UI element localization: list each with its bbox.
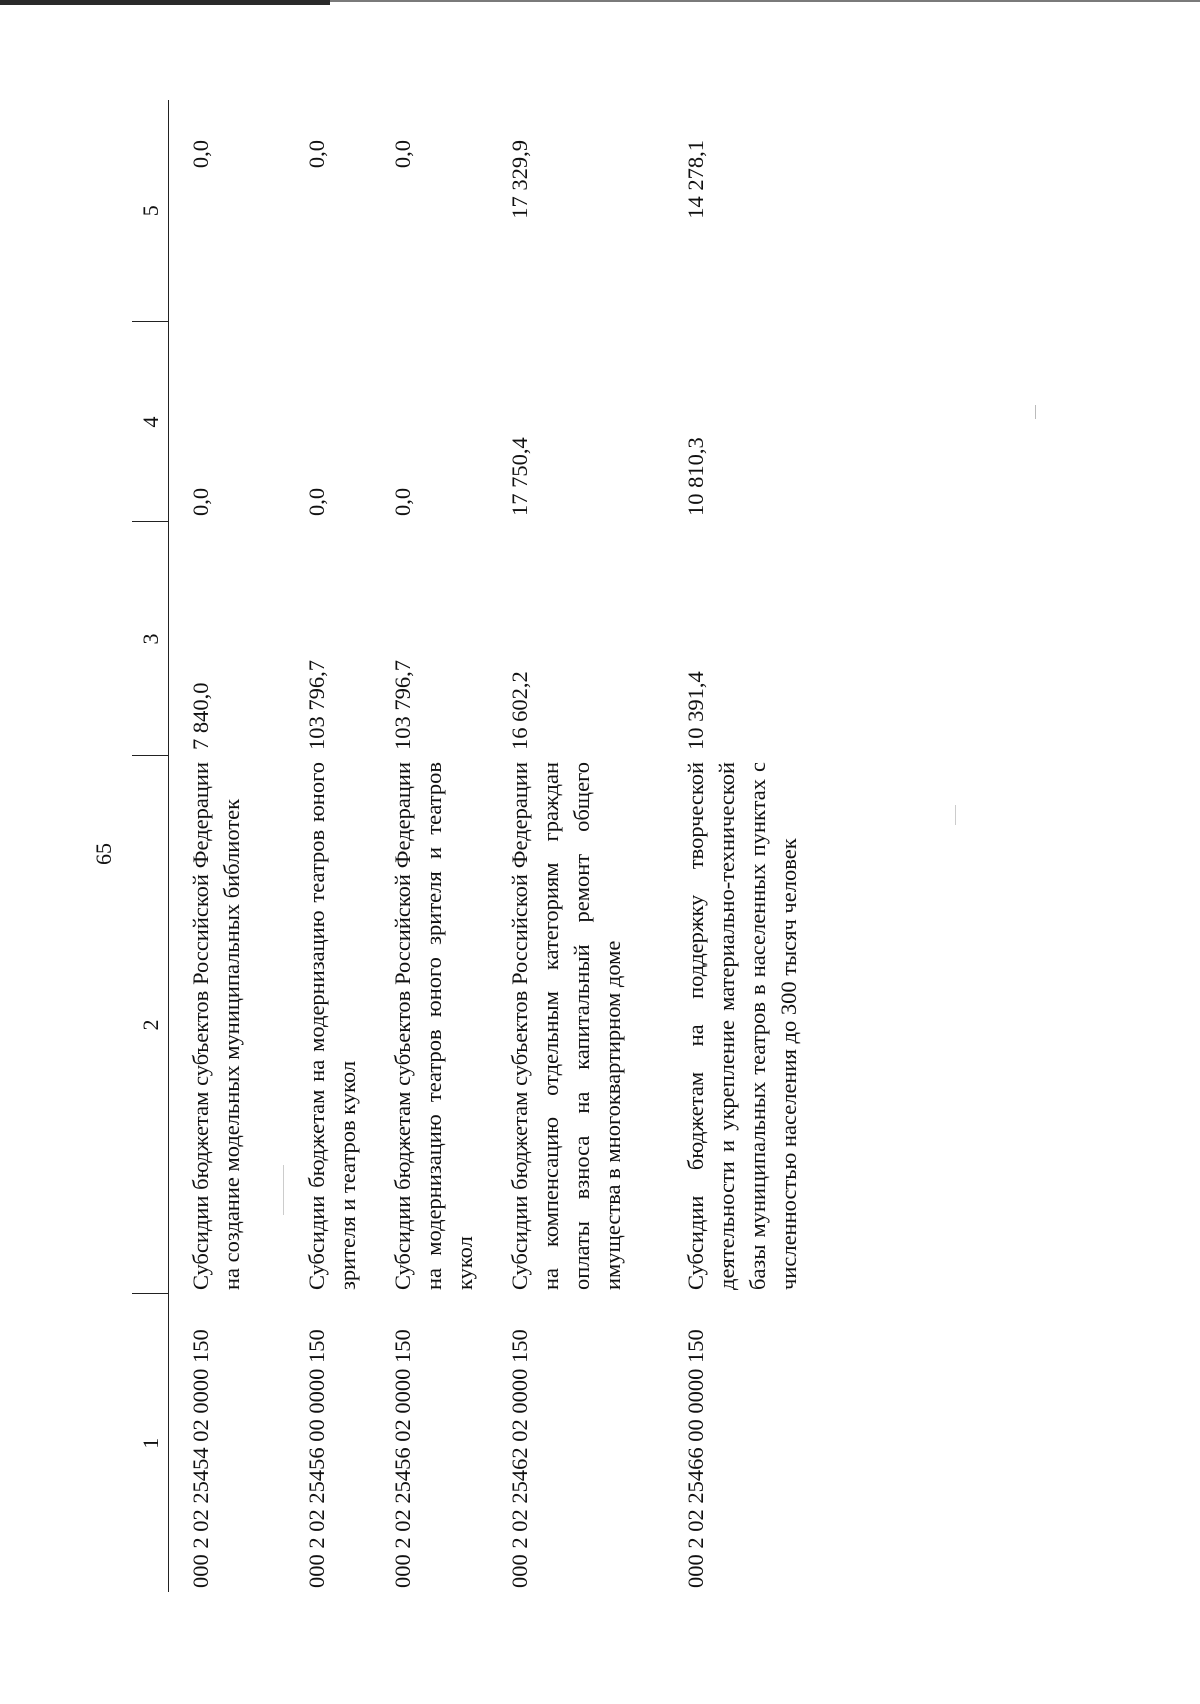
value-col4: 10 810,3 [683, 437, 708, 516]
value-col4: 17 750,4 [507, 437, 532, 516]
value-col3: 103 796,7 [390, 660, 415, 750]
value-col5: 14 278,1 [683, 140, 708, 219]
value-col3: 7 840,0 [188, 682, 213, 750]
value-col4: 0,0 [188, 487, 213, 516]
budget-description: Субсидии бюджетам на модернизацию театров юного зрителя и театров кукол [304, 762, 360, 1290]
table-row [488, 100, 664, 1592]
value-col3: 16 602,2 [507, 671, 532, 750]
table-header [132, 100, 169, 1592]
table-row [169, 100, 286, 1592]
value-col5: 0,0 [390, 140, 415, 169]
budget-table [132, 100, 848, 1592]
column-header-5: 5 [132, 100, 169, 322]
budget-description: Субсидии бюджетам на поддержку творческой деятельности и укрепление материально-технической базы муниципальных театров в населенных пунктах с численностью населения до 300 тысяч человек [683, 762, 801, 1290]
value-col4: 0,0 [390, 487, 415, 516]
value-col5: 0,0 [188, 140, 213, 169]
column-header-4: 4 [132, 322, 169, 522]
value-col5: 0,0 [304, 140, 329, 169]
budget-description: Субсидии бюджетам субъектов Российской Федерации на модернизацию театров юного зрителя и театров кукол [390, 762, 477, 1290]
budget-description: Субсидии бюджетам субъектов Российской Федерации на компенсацию отдельным категориям граждан оплаты взноса на капитальный ремонт общего имущества в многоквартирном доме [507, 762, 625, 1290]
column-header-3: 3 [132, 522, 169, 756]
value-col3: 103 796,7 [304, 660, 329, 750]
value-col3: 10 391,4 [683, 671, 708, 750]
budget-code: 000 2 02 25466 00 0000 150 [683, 1329, 708, 1588]
budget-code: 000 2 02 25456 00 0000 150 [304, 1329, 329, 1588]
table-row [371, 100, 488, 1592]
value-col5: 17 329,9 [507, 140, 532, 219]
budget-code: 000 2 02 25462 02 0000 150 [507, 1329, 532, 1588]
budget-code: 000 2 02 25456 02 0000 150 [390, 1329, 415, 1588]
scan-edge-line [330, 0, 1200, 2]
scan-edge-mark [0, 0, 330, 5]
column-header-2: 2 [132, 756, 169, 1294]
page-number: 65 [91, 843, 116, 865]
column-header-1: 1 [132, 1294, 169, 1592]
budget-code: 000 2 02 25454 02 0000 150 [188, 1329, 213, 1588]
value-col4: 0,0 [304, 487, 329, 516]
budget-description: Субсидии бюджетам субъектов Российской Федерации на создание модельных муниципальных библиотек [188, 762, 244, 1290]
budget-table-rotated [132, 100, 1122, 1592]
table-row [664, 100, 848, 1592]
table-row [285, 100, 371, 1592]
